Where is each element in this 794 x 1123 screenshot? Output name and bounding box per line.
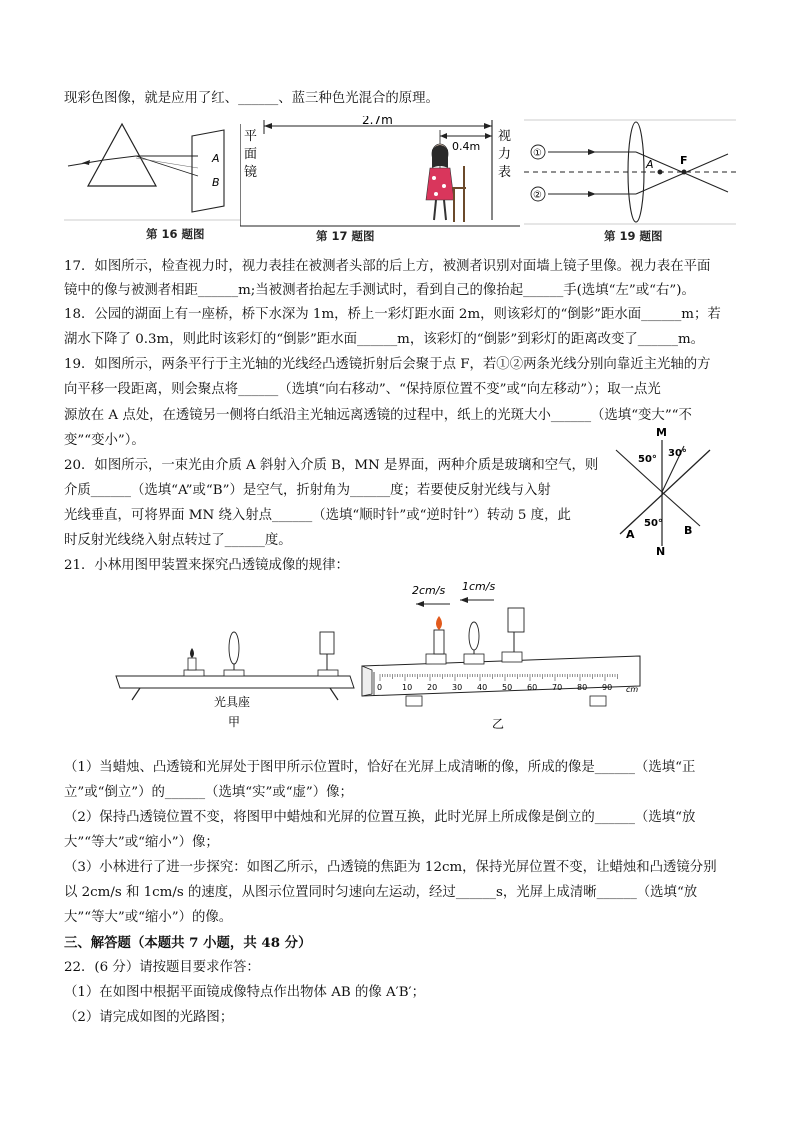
ray-2-label: ② [533, 190, 542, 201]
ruler-tick-label: 70 [552, 683, 563, 692]
q21-part-3-line-3: 大”“等大”或“缩小”）的像。 [64, 910, 233, 925]
ruler-tick-label: 50 [502, 683, 513, 692]
ruler-tick-label: 40 [477, 683, 488, 692]
candle-speed-label: 2cm/s [412, 584, 446, 597]
q21-part-1-line-1: （1）当蜡烛、凸透镜和光屏处于图甲所示位置时，恰好在光屏上成清晰的像，所成的像是______（选填“正 [64, 760, 696, 775]
lens-speed-label: 1cm/s [462, 580, 496, 593]
point-a-label: A [646, 158, 654, 171]
angle-2-label: 30° [668, 448, 687, 459]
figure-16-prism [64, 116, 244, 244]
figure-19-caption: 第 19 题图 [604, 229, 663, 243]
q20-line-2: 介质______（选填“A”或“B”）是空气，折射角为______度；若要使反射光线与入射 [64, 483, 551, 498]
q22-line-3: （2）请完成如图的光路图； [64, 1010, 234, 1025]
q20-line-1: 20．如图所示，一束光由介质 A 斜射入介质 B，MN 是界面，两种介质是玻璃和空气，则 [64, 458, 599, 473]
section-3-heading: 三、解答题（本题共 7 小题，共 48 分） [64, 935, 312, 951]
distance-total: 2.7m [362, 116, 393, 127]
q21-intro: 21．小林用图甲装置来探究凸透镜成像的规律： [64, 558, 349, 573]
mirror-label-3: 镜 [244, 165, 258, 180]
q22-line-2: （1）在如图中根据平面镜成像特点作出物体 AB 的像 A′B′； [64, 985, 425, 1000]
ruler-tick-label: 90 [602, 683, 613, 692]
mirror-label-1: 平 [244, 129, 258, 144]
mirror-label-2: 面 [244, 147, 258, 162]
angle-3-label: 50° [644, 518, 663, 529]
ruler-tick-label: 30 [452, 683, 463, 692]
figure-19-lens [524, 116, 736, 246]
label-b: B [684, 524, 693, 537]
q19-line-2: 向平移一段距离，则会聚点将______（选填“向右移动”、“保持原位置不变”或“向左移动”）；取一点光 [64, 382, 661, 397]
label-b: B [212, 176, 220, 189]
label-n: N [656, 545, 666, 556]
figure-21-optical-bench [110, 578, 670, 738]
angle-1-label: 50° [638, 454, 657, 465]
distance-short: 0.4m [452, 140, 481, 153]
bench-label: 光具座 [214, 695, 251, 709]
q18-line-2: 湖水下降了 0.3m，则此时该彩灯的“倒影”距水面______m，该彩灯的“倒影”到彩灯的距离改变了______m。 [64, 332, 705, 347]
q21-part-1-line-2: 立”或“倒立”）的______（选填“实”或“虚”）像； [64, 785, 353, 800]
q19-line-1: 19．如图所示，两条平行于主光轴的光线经凸透镜折射后会聚于点 F，若①②两条光线分别向靠近主光轴的方 [64, 357, 711, 372]
ruler-tick-label: 10 [402, 683, 413, 692]
label-a: A [212, 152, 220, 165]
chart-label-1: 视 [498, 129, 512, 144]
figure-20-refraction [606, 424, 726, 556]
q21-part-3-line-1: （3）小林进行了进一步探究：如图乙所示，凸透镜的焦距为 12cm，保持光屏位置不变，让蜡烛和凸透镜分别 [64, 860, 717, 875]
q17-line-2: 镜中的像与被测者相距______m;当被测者抬起左手测试时，看到自己的像抬起______手(选填“左”或“右”)。 [64, 283, 695, 298]
ruler-unit: cm [626, 685, 639, 694]
figure-jia-label: 甲 [228, 715, 241, 729]
q19-line-3: 源放在 A 点处，在透镜另一侧将白纸沿主光轴远离透镜的过程中，纸上的光斑大小______（选填“变大”“不 [64, 408, 692, 423]
focus-f-label: F [680, 154, 688, 167]
q22-line-1: 22．(6 分）请按题目要求作答： [64, 960, 260, 975]
label-m: M [656, 426, 667, 439]
figure-yi-label: 乙 [492, 717, 505, 731]
ruler-tick-label: 60 [527, 683, 538, 692]
q17-line-1: 17．如图所示，检查视力时，视力表挂在被测者头部的后上方，被测者识别对面墙上镜子里像。视力表在平面 [64, 259, 711, 274]
label-a: A [626, 528, 635, 541]
q19-line-4: 变”“变小”）。 [64, 433, 145, 448]
figure-17-eye-test [240, 116, 520, 244]
q21-part-3-line-2: 以 2cm/s 和 1cm/s 的速度，从图示位置同时匀速向左运动，经过______s，光屏上成清晰______（选填“放 [64, 885, 698, 900]
q21-part-2-line-2: 大”“等大”或“缩小”）像； [64, 835, 219, 850]
chart-label-2: 力 [498, 147, 512, 162]
ray-1-label: ① [533, 148, 542, 159]
ruler-tick-label: 80 [577, 683, 588, 692]
ruler-tick-label: 0 [377, 683, 383, 692]
figure-17-caption: 第 17 题图 [316, 229, 375, 243]
chart-label-3: 表 [498, 165, 512, 180]
q20-line-3: 光线垂直，可将界面 MN 绕入射点______（选填“顺时针”或“逆时针”）转动 5 度，此 [64, 508, 571, 523]
q21-part-2-line-1: （2）保持凸透镜位置不变，将图甲中蜡烛和光屏的位置互换，此时光屏上所成像是倒立的______（选填“放 [64, 810, 696, 825]
ruler-tick-label: 20 [427, 683, 438, 692]
q18-line-1: 18．公园的湖面上有一座桥，桥下水深为 1m，桥上一彩灯距水面 2m，则该彩灯的“倒影”距水面______m；若 [64, 307, 721, 322]
figure-16-caption: 第 16 题图 [146, 227, 205, 241]
top-line-text: 现彩色图像，就是应用了红、______、蓝三种色光混合的原理。 [64, 91, 439, 106]
q20-line-4: 时反射光线绕入射点转过了______度。 [64, 533, 292, 548]
